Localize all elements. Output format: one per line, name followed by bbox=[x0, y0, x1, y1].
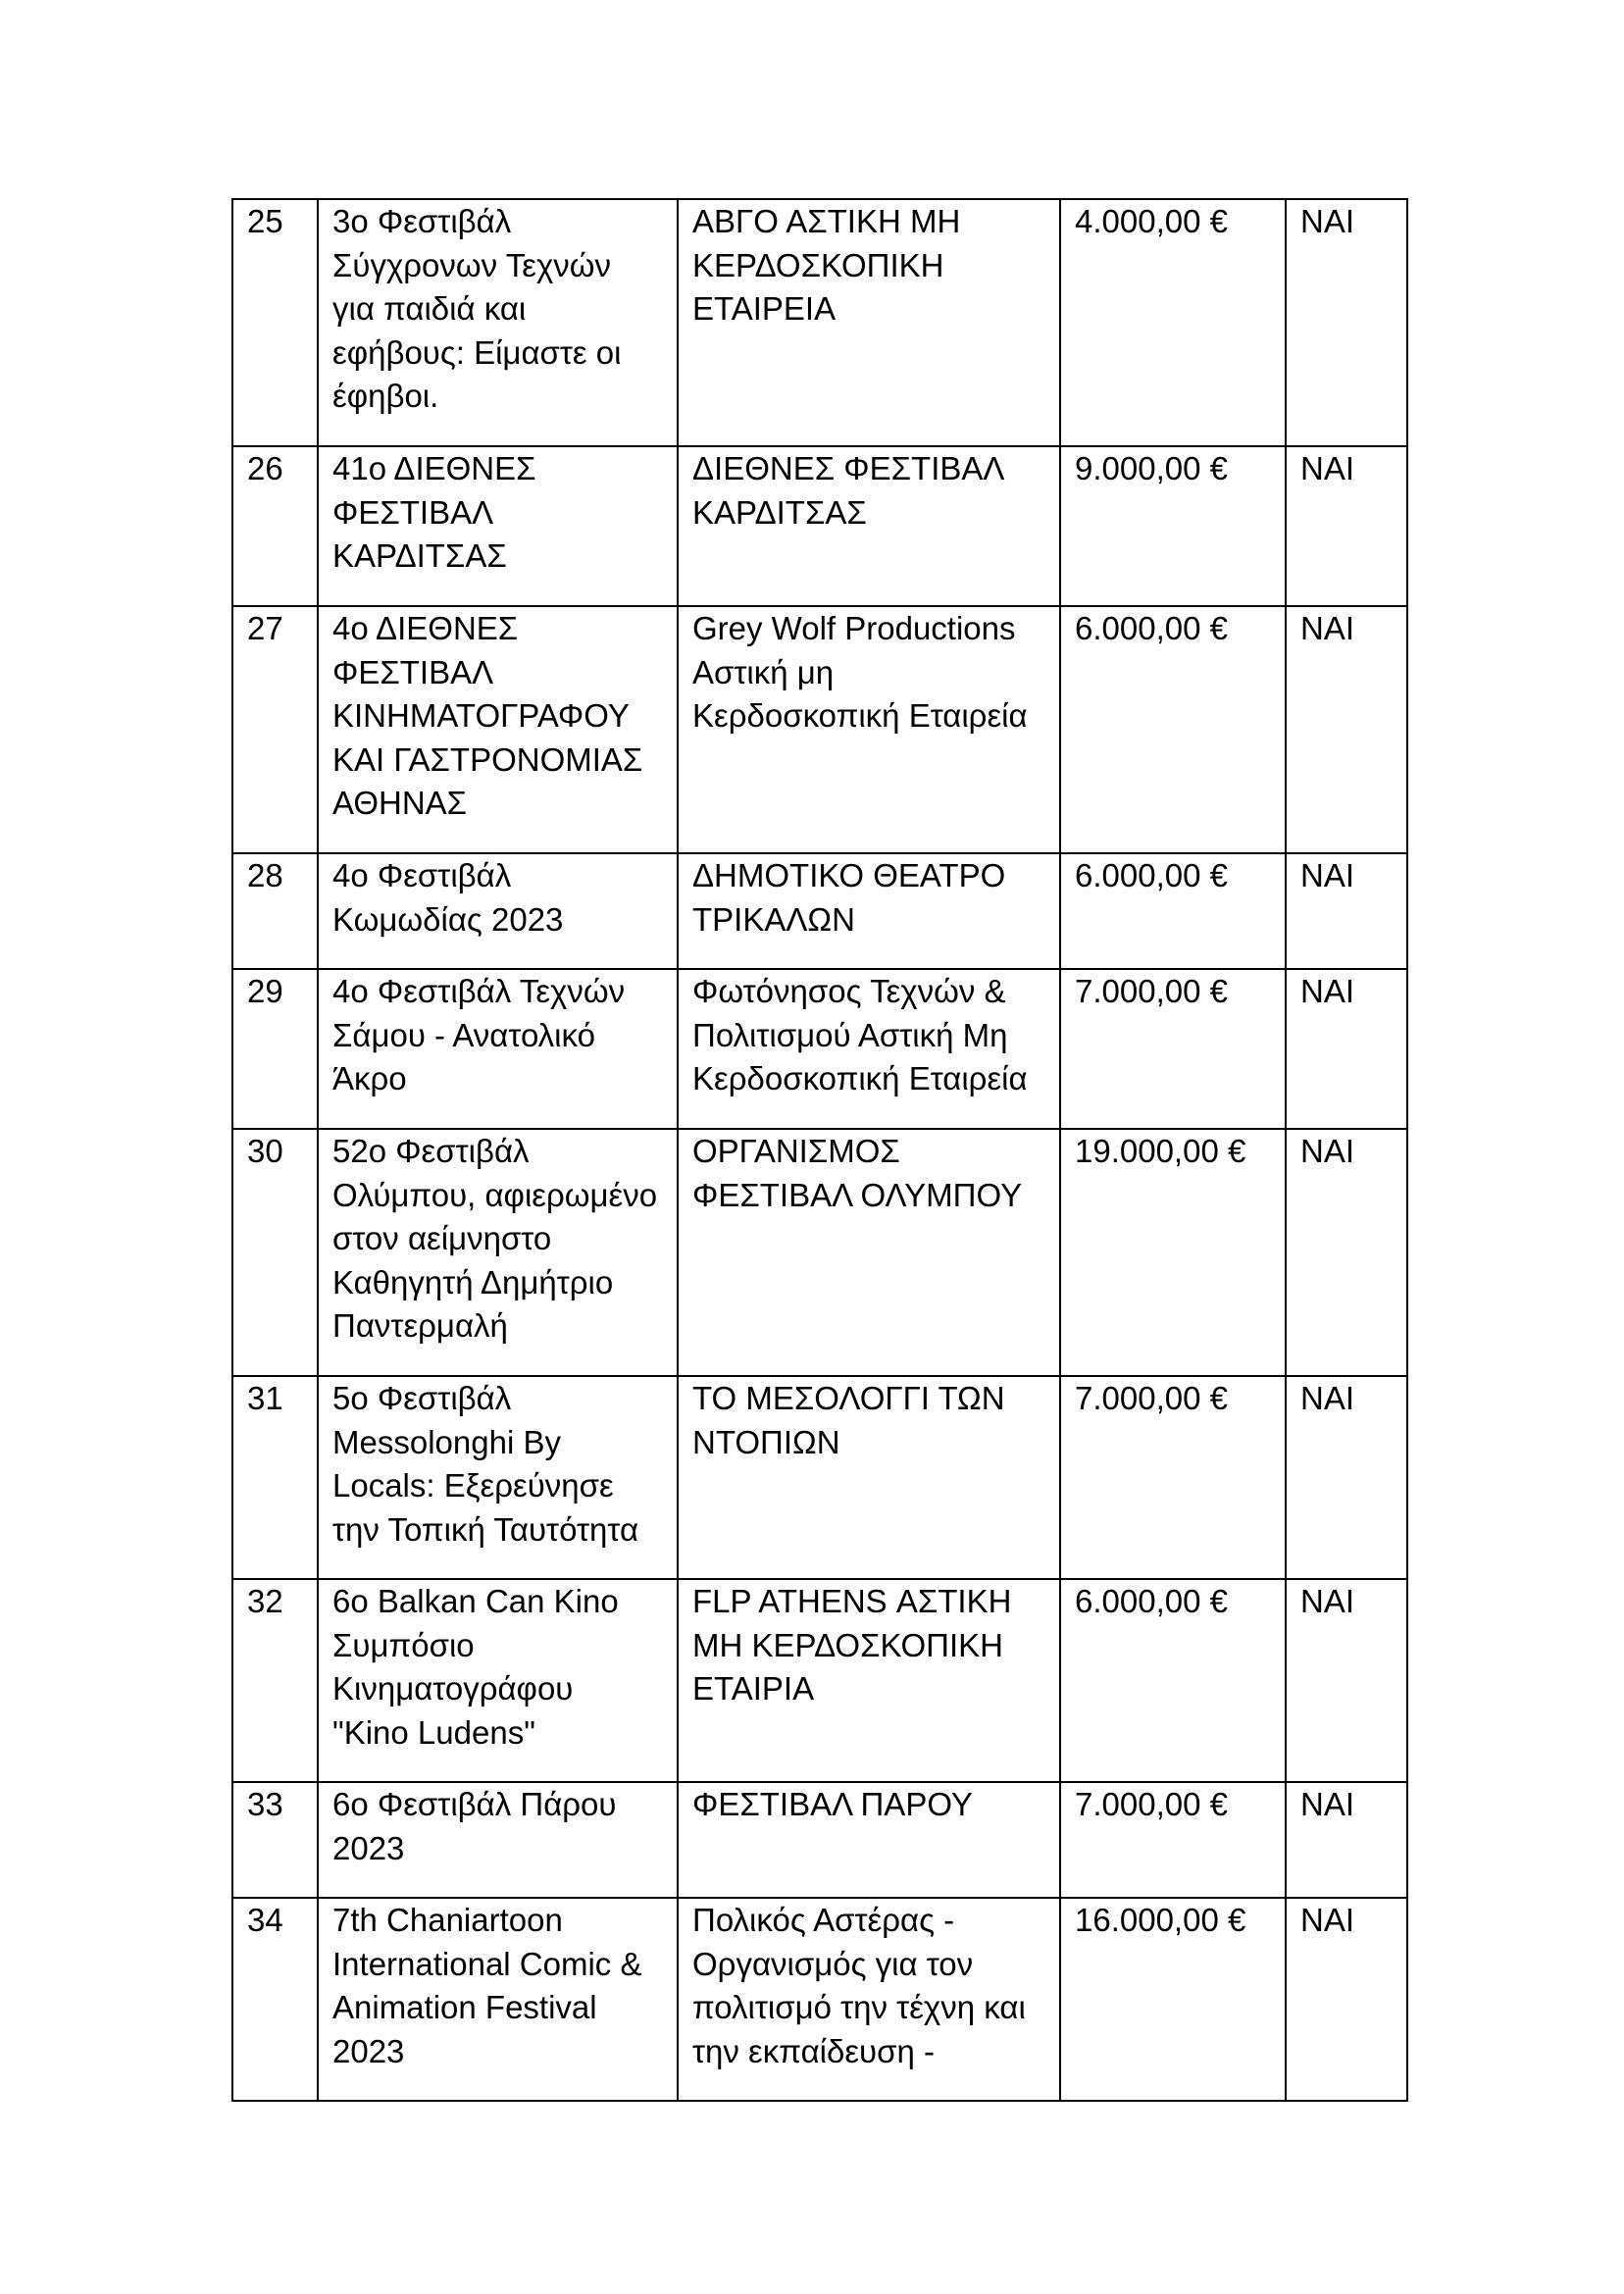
grant-amount: 7.000,00 € bbox=[1060, 1782, 1286, 1898]
row-number: 30 bbox=[232, 1129, 318, 1376]
row-number: 33 bbox=[232, 1782, 318, 1898]
approval-status: ΝΑΙ bbox=[1286, 199, 1407, 446]
table-row bbox=[232, 1579, 1407, 1782]
organization-name: ΔΙΕΘΝΕΣ ΦΕΣΤΙΒΑΛ ΚΑΡΔΙΤΣΑΣ bbox=[678, 446, 1060, 606]
row-number: 32 bbox=[232, 1579, 318, 1782]
approval-status: ΝΑΙ bbox=[1286, 853, 1407, 969]
organization-name: ΔΗΜΟΤΙΚΟ ΘΕΑΤΡΟ ΤΡΙΚΑΛΩΝ bbox=[678, 853, 1060, 969]
grants-table bbox=[231, 198, 1408, 2102]
table-row bbox=[232, 1376, 1407, 1579]
event-title: 4ο ΔΙΕΘΝΕΣ ΦΕΣΤΙΒΑΛ ΚΙΝΗΜΑΤΟΓΡΑΦΟΥ ΚΑΙ ΓΑΣΤΡΟΝΟΜΙΑΣ ΑΘΗΝΑΣ bbox=[318, 606, 678, 853]
event-title: 6ο Balkan Can Kino Συμπόσιο Κινηματογράφου "Kino Ludens" bbox=[318, 1579, 678, 1782]
organization-name: ΦΕΣΤΙΒΑΛ ΠΑΡΟΥ bbox=[678, 1782, 1060, 1898]
approval-status: ΝΑΙ bbox=[1286, 1782, 1407, 1898]
grant-amount: 19.000,00 € bbox=[1060, 1129, 1286, 1376]
grant-amount: 9.000,00 € bbox=[1060, 446, 1286, 606]
event-title: 4ο Φεστιβάλ Κωμωδίας 2023 bbox=[318, 853, 678, 969]
row-number: 26 bbox=[232, 446, 318, 606]
grant-amount: 7.000,00 € bbox=[1060, 969, 1286, 1129]
organization-name: FLP ATHENS ΑΣΤΙΚΗ ΜΗ ΚΕΡΔΟΣΚΟΠΙΚΗ ΕΤΑΙΡΙΑ bbox=[678, 1579, 1060, 1782]
grant-amount: 6.000,00 € bbox=[1060, 1579, 1286, 1782]
table-row bbox=[232, 606, 1407, 853]
approval-status: ΝΑΙ bbox=[1286, 1579, 1407, 1782]
event-title: 52ο Φεστιβάλ Ολύμπου, αφιερωμένο στον αείμνηστο Καθηγητή Δημήτριο Παντερμαλή bbox=[318, 1129, 678, 1376]
event-title: 41ο ΔΙΕΘΝΕΣ ΦΕΣΤΙΒΑΛ ΚΑΡΔΙΤΣΑΣ bbox=[318, 446, 678, 606]
grant-amount: 6.000,00 € bbox=[1060, 853, 1286, 969]
organization-name: ΟΡΓΑΝΙΣΜΟΣ ΦΕΣΤΙΒΑΛ ΟΛΥΜΠΟΥ bbox=[678, 1129, 1060, 1376]
grant-amount: 16.000,00 € bbox=[1060, 1898, 1286, 2101]
organization-name: Πολικός Αστέρας - Οργανισμός για τον πολιτισμό την τέχνη και την εκπαίδευση - bbox=[678, 1898, 1060, 2101]
table-row bbox=[232, 1782, 1407, 1898]
table-row bbox=[232, 446, 1407, 606]
event-title: 4ο Φεστιβάλ Τεχνών Σάμου - Ανατολικό Άκρο bbox=[318, 969, 678, 1129]
event-title: 6ο Φεστιβάλ Πάρου 2023 bbox=[318, 1782, 678, 1898]
organization-name: ΤΟ ΜΕΣΟΛΟΓΓΙ ΤΩΝ ΝΤΟΠΙΩΝ bbox=[678, 1376, 1060, 1579]
table-row bbox=[232, 199, 1407, 446]
event-title: 5ο Φεστιβάλ Messolonghi By Locals: Εξερεύνησε την Τοπική Ταυτότητα bbox=[318, 1376, 678, 1579]
approval-status: ΝΑΙ bbox=[1286, 1898, 1407, 2101]
row-number: 28 bbox=[232, 853, 318, 969]
table-row bbox=[232, 853, 1407, 969]
organization-name: ΑΒΓΟ ΑΣΤΙΚΗ ΜΗ ΚΕΡΔΟΣΚΟΠΙΚΗ ΕΤΑΙΡΕΙΑ bbox=[678, 199, 1060, 446]
approval-status: ΝΑΙ bbox=[1286, 446, 1407, 606]
table-row bbox=[232, 1898, 1407, 2101]
row-number: 31 bbox=[232, 1376, 318, 1579]
row-number: 27 bbox=[232, 606, 318, 853]
approval-status: ΝΑΙ bbox=[1286, 606, 1407, 853]
table-row bbox=[232, 1129, 1407, 1376]
approval-status: ΝΑΙ bbox=[1286, 1129, 1407, 1376]
table-row bbox=[232, 969, 1407, 1129]
row-number: 29 bbox=[232, 969, 318, 1129]
event-title: 7th Chaniartoon International Comic & Animation Festival 2023 bbox=[318, 1898, 678, 2101]
organization-name: Grey Wolf Productions Αστική μη Κερδοσκοπική Εταιρεία bbox=[678, 606, 1060, 853]
approval-status: ΝΑΙ bbox=[1286, 1376, 1407, 1579]
approval-status: ΝΑΙ bbox=[1286, 969, 1407, 1129]
grant-amount: 4.000,00 € bbox=[1060, 199, 1286, 446]
row-number: 25 bbox=[232, 199, 318, 446]
organization-name: Φωτόνησος Τεχνών & Πολιτισμού Αστική Μη Κερδοσκοπική Εταιρεία bbox=[678, 969, 1060, 1129]
grant-amount: 7.000,00 € bbox=[1060, 1376, 1286, 1579]
event-title: 3ο Φεστιβάλ Σύγχρονων Τεχνών για παιδιά και εφήβους: Είμαστε οι έφηβοι. bbox=[318, 199, 678, 446]
row-number: 34 bbox=[232, 1898, 318, 2101]
grant-amount: 6.000,00 € bbox=[1060, 606, 1286, 853]
